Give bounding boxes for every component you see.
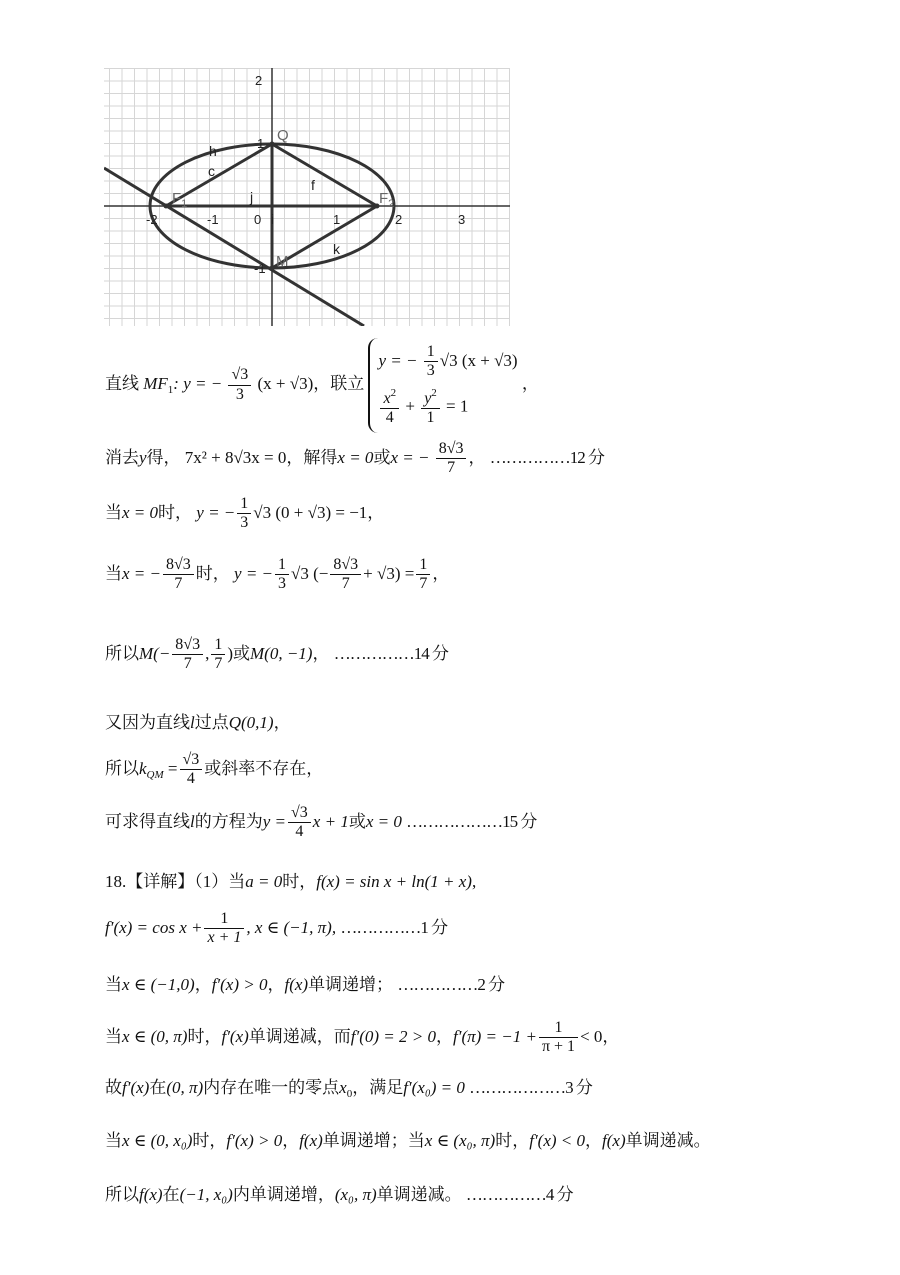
numerator: 8√3 — [330, 556, 361, 575]
tick-y-2: 2 — [255, 73, 263, 88]
score-marker: ……………14 分 — [333, 643, 448, 663]
text: ， — [585, 1131, 603, 1150]
line-mf1-equation — [105, 338, 539, 433]
text: 单调递增；当 — [322, 1131, 425, 1150]
text: x = − — [122, 563, 161, 583]
text: f′(x) = cos x + — [105, 917, 203, 937]
text: 时， — [158, 502, 193, 522]
text: x = 0 — [365, 811, 402, 831]
text: 过点 — [194, 713, 229, 732]
text: 所以 — [105, 643, 139, 663]
numerator: 8√3 — [163, 556, 194, 575]
text: x ∈ (0, x₀) — [122, 1131, 193, 1150]
label-f2: $F_2$ — [379, 190, 395, 210]
text: 2 — [431, 386, 437, 399]
numerator: √3 — [228, 366, 251, 385]
denominator: 4 — [186, 770, 195, 788]
point-f1 — [164, 204, 169, 209]
text: f(x) = sin x + ln(1 + x) — [316, 872, 472, 891]
text: x — [383, 389, 391, 407]
label-h: h — [209, 143, 217, 159]
tick-x-2: 2 — [395, 212, 403, 227]
denominator: 3 — [235, 385, 244, 403]
text: 18.【详解】（1）当 — [105, 872, 246, 891]
text: 又因为直线 — [105, 713, 190, 732]
text: x ∈ (0, π) — [122, 1026, 188, 1046]
numerator: 8√3 — [172, 636, 203, 655]
numerator: √3 — [180, 751, 203, 770]
line-through-q — [105, 712, 291, 733]
score-marker: ………………3 分 — [469, 1078, 592, 1097]
tick-y-1: 1 — [257, 136, 265, 151]
label-m: M — [276, 253, 289, 270]
label-j: j — [250, 189, 254, 205]
denominator: 7 — [341, 575, 350, 593]
text: 2 — [390, 386, 397, 399]
text: f′(x) > 0 — [211, 975, 268, 994]
text: 内存在唯一的零点 — [203, 1078, 340, 1097]
score-marker: ……………12 分 — [489, 447, 604, 467]
text: y = − — [196, 502, 236, 522]
text: √3 (− — [291, 563, 329, 583]
denominator: 7 — [174, 575, 183, 593]
text: 单调递增； — [308, 975, 394, 994]
numerator: 1 — [424, 343, 438, 362]
score-marker: ……………1 分 — [340, 917, 448, 937]
text: y = — [262, 811, 287, 831]
text: 在 — [149, 1078, 167, 1097]
text: 或 — [348, 811, 366, 831]
text: 时， — [187, 1026, 222, 1046]
text: Q(0,1) — [228, 713, 274, 732]
text: y = − — [378, 350, 422, 370]
text: (−1, x₀) — [179, 1185, 233, 1204]
text: 故 — [105, 1078, 122, 1097]
fraction — [421, 387, 440, 428]
text: 所以 — [105, 1185, 139, 1204]
denominator: 7 — [214, 655, 223, 673]
text: ， — [312, 643, 330, 663]
fraction — [204, 910, 244, 948]
tick-x-0: 0 — [254, 212, 262, 227]
denominator: π + 1 — [541, 1038, 576, 1056]
tick-y-neg1: -1 — [254, 261, 266, 276]
text: ，解得 — [286, 447, 338, 467]
text: ， — [436, 1026, 453, 1046]
text: f(x) — [284, 975, 309, 994]
text: 或 — [233, 643, 250, 663]
label-f: f — [311, 177, 315, 193]
numerator: √3 — [288, 804, 311, 823]
numerator — [421, 387, 440, 409]
fraction — [180, 751, 203, 789]
line-interval-neg1-0 — [105, 974, 504, 995]
fraction — [163, 556, 194, 594]
text: ， — [282, 1131, 300, 1150]
text: ， — [468, 447, 486, 467]
tick-x-neg1: -1 — [207, 212, 219, 227]
text: f′(x) — [221, 1026, 249, 1046]
text: 内单调递增， — [232, 1185, 335, 1204]
text: y — [139, 447, 147, 467]
text: x = 0 — [337, 447, 374, 467]
text: = 1 — [446, 396, 469, 416]
text: , x ∈ (−1, π), — [246, 917, 337, 937]
text: 当 — [105, 502, 122, 522]
line-when-x-0 — [105, 495, 384, 533]
numerator: 1 — [237, 495, 251, 514]
label-q: Q — [277, 127, 289, 144]
text: 得， — [146, 447, 181, 467]
denominator: x + 1 — [207, 929, 242, 947]
denominator: 4 — [385, 409, 394, 427]
text: 时， — [495, 1131, 530, 1150]
text: f(x) — [602, 1131, 626, 1150]
text: , — [471, 872, 477, 891]
text: x = − — [390, 447, 430, 467]
text: (x₀, π) — [334, 1185, 377, 1204]
text: l — [190, 811, 195, 831]
text: (0, π) — [166, 1078, 204, 1097]
text: 当 — [105, 975, 122, 994]
text: 时， — [282, 872, 317, 891]
tick-x-1: 1 — [333, 212, 341, 227]
numerator: 1 — [204, 910, 244, 929]
score-marker: ………………15 分 — [406, 811, 537, 831]
text: 7x² + 8√3x = 0 — [184, 447, 287, 467]
line-unique-zero — [105, 1077, 592, 1102]
text: + — [405, 396, 415, 416]
denominator: 3 — [240, 514, 249, 532]
text: 当 — [105, 1026, 122, 1046]
tick-x-neg2: -2 — [146, 212, 158, 227]
text: y — [424, 389, 432, 407]
text: 单调递减。 — [625, 1131, 711, 1150]
text: < 0， — [580, 1026, 620, 1046]
tick-x-3: 3 — [458, 212, 466, 227]
text: 直线 — [105, 374, 139, 394]
text: √3 (0 + √3) = −1， — [253, 502, 385, 522]
text: 单调递减，而 — [248, 1026, 351, 1046]
ellipse-figure — [104, 68, 510, 326]
text: ， — [194, 975, 212, 994]
text: , — [205, 643, 210, 663]
denominator: 3 — [426, 362, 435, 380]
numerator: 1 — [539, 1019, 578, 1038]
fraction — [172, 636, 203, 674]
numerator: 8√3 — [436, 440, 467, 459]
text: 在 — [162, 1185, 180, 1204]
text: f(x) — [139, 1185, 163, 1204]
text: 单调递减。 — [376, 1185, 462, 1204]
text: QM — [146, 768, 164, 781]
fraction — [380, 387, 399, 428]
text: 1 — [167, 384, 174, 397]
text: l — [190, 713, 195, 732]
fraction — [288, 804, 311, 842]
numerator: 1 — [211, 636, 225, 655]
text: x ∈ (−1,0) — [122, 975, 195, 994]
line-eliminate-y — [105, 440, 604, 478]
text: 所以 — [105, 758, 139, 778]
text: 或 — [373, 447, 391, 467]
text: x + 1 — [312, 811, 349, 831]
text: a = 0 — [245, 872, 283, 891]
text: 消去 — [105, 447, 139, 467]
text: f(x) — [299, 1131, 323, 1150]
denominator: 7 — [183, 655, 192, 673]
text: 当 — [105, 1131, 122, 1150]
score-marker: ……………4 分 — [465, 1185, 573, 1204]
point-m — [270, 266, 275, 271]
line-when-x-neg — [105, 556, 449, 594]
text: ) — [227, 643, 233, 663]
text: 0 — [346, 1088, 353, 1100]
numerator — [380, 387, 399, 409]
text: f′(x₀) = 0 — [403, 1078, 465, 1097]
fraction — [539, 1019, 578, 1057]
text: f′(x) < 0 — [529, 1131, 586, 1150]
grid — [104, 68, 510, 326]
text: f′(x) > 0 — [226, 1131, 283, 1150]
text: f′(0) = 2 > 0 — [350, 1026, 436, 1046]
problem-18-heading — [105, 871, 476, 892]
text: f′(π) = −1 + — [453, 1026, 537, 1046]
denominator: 7 — [447, 459, 456, 477]
fraction — [330, 556, 361, 594]
text: 或斜率不存在， — [204, 758, 324, 778]
text: 的方程为 — [194, 811, 263, 831]
text: MF — [143, 374, 168, 394]
text: x ∈ (x₀, π) — [424, 1131, 496, 1150]
text: y = − — [234, 563, 274, 583]
text: + √3) = — [363, 563, 415, 583]
ellipse-graph — [104, 68, 510, 326]
denominator: 4 — [295, 823, 304, 841]
label-i: i — [271, 211, 275, 227]
fraction — [211, 636, 225, 674]
text: : y = − — [173, 374, 223, 394]
denominator: 3 — [278, 575, 287, 593]
label-k: k — [333, 241, 340, 257]
denominator: 1 — [426, 409, 435, 427]
fraction — [237, 495, 251, 533]
fraction — [436, 440, 467, 478]
fraction — [424, 343, 438, 381]
text: x — [339, 1078, 347, 1097]
text: M(− — [139, 643, 171, 663]
text: 时， — [192, 1131, 227, 1150]
line-point-m — [105, 636, 448, 674]
text: 当 — [105, 563, 122, 583]
text: (x + √3)，联立 — [257, 374, 365, 394]
text: ，满足 — [352, 1078, 404, 1097]
point-q — [270, 142, 275, 147]
line-equation-l — [105, 804, 536, 842]
text: x = 0 — [122, 502, 159, 522]
line-conclusion — [105, 1184, 573, 1205]
text: √3 (x + √3) — [439, 350, 518, 370]
line-derivative — [105, 910, 447, 948]
fraction — [416, 556, 430, 594]
label-f1: $F_1$ — [172, 190, 188, 210]
numerator: 1 — [275, 556, 289, 575]
text: k — [139, 758, 147, 778]
text: ， — [267, 975, 285, 994]
fraction — [275, 556, 289, 594]
text: f′(x) — [122, 1078, 150, 1097]
numerator: 1 — [416, 556, 430, 575]
text: ， — [273, 713, 291, 732]
text: ， — [432, 563, 450, 583]
fraction — [228, 366, 251, 404]
text: 时， — [195, 563, 230, 583]
text: 可求得直线 — [105, 811, 190, 831]
equation-system — [368, 338, 517, 433]
segment-c — [166, 144, 272, 206]
system-row-2 — [378, 384, 517, 431]
line-monotonic-intervals — [105, 1130, 711, 1151]
text: ， — [521, 374, 539, 394]
label-c: c — [208, 163, 215, 179]
segment-f — [272, 144, 377, 206]
line-slope-qm — [105, 751, 323, 789]
denominator: 7 — [419, 575, 428, 593]
system-row-1 — [378, 340, 517, 384]
score-marker: ……………2 分 — [397, 975, 505, 994]
line-interval-0-pi — [105, 1019, 619, 1057]
text: M(0, −1) — [250, 643, 313, 663]
text: = — [167, 758, 178, 778]
